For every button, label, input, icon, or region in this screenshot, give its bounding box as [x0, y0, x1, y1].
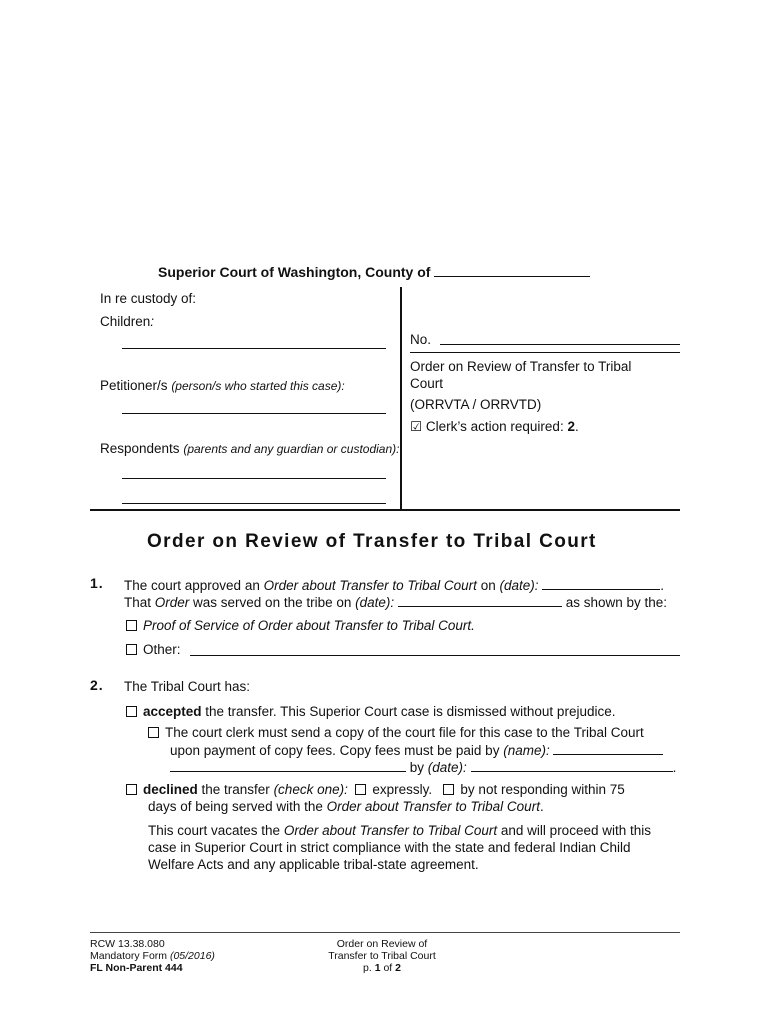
caption-divider-vertical	[400, 287, 402, 509]
not-responding-checkbox[interactable]	[443, 784, 454, 795]
clerk-checkbox-icon: ☑	[410, 419, 423, 434]
section-1-line2: That Order was served on the tribe on (date): as shown by the:	[124, 595, 667, 610]
declined-line2: days of being served with the Order about Transfer to Tribal Court.	[148, 799, 544, 814]
respondents-name-line-2[interactable]	[122, 503, 386, 504]
copy-fee-payer-blank[interactable]	[553, 741, 663, 755]
county-blank[interactable]	[434, 263, 590, 277]
footer-title-line2: Transfer to Tribal Court	[328, 950, 436, 962]
respondents-name-line-1[interactable]	[122, 478, 386, 479]
court-title	[158, 263, 590, 281]
accepted-option: accepted the transfer. This Superior Court case is dismissed without prejudice.	[126, 703, 615, 720]
footer-rule	[90, 932, 680, 933]
vacate-line2: case in Superior Court in strict compliance with the state and federal Indian Child	[148, 840, 631, 855]
copy-fee-date-blank[interactable]	[471, 758, 673, 772]
footer-rcw: RCW 13.38.080	[90, 938, 165, 950]
children-name-line[interactable]	[122, 348, 386, 349]
footer-title-line1: Order on Review of	[336, 938, 428, 950]
section-1-option-other: Other:	[126, 641, 181, 658]
proof-of-service-checkbox[interactable]	[126, 620, 137, 631]
clerk-send-line1: The court clerk must send a copy of the court file for this case to the Tribal Court	[148, 724, 644, 741]
section-1-option-proof: Proof of Service of Order about Transfer to Tribal Court.	[126, 617, 475, 634]
vacate-line3: Welfare Acts and any applicable tribal-state agreement.	[148, 857, 479, 872]
footer-page-number: p. 1 of 2	[363, 962, 401, 974]
case-number-label: No.	[410, 332, 432, 347]
served-date-blank[interactable]	[398, 593, 562, 607]
footer-form-number: FL Non-Parent 444	[90, 962, 183, 974]
footer-mandatory-form: Mandatory Form (05/2016)	[90, 950, 215, 962]
section-2-number: 2.	[90, 677, 104, 693]
section-2-intro: The Tribal Court has:	[124, 679, 251, 694]
section-1-number: 1.	[90, 575, 104, 591]
accepted-checkbox[interactable]	[126, 706, 137, 717]
court-title-text: Superior Court of Washington, County of	[158, 264, 431, 280]
in-re-label: In re custody of:	[100, 291, 197, 306]
footer-center	[282, 938, 482, 974]
main-title: Order on Review of Transfer to Tribal Court	[147, 531, 597, 552]
respondents-label: Respondents (parents and any guardian or custodian):	[100, 441, 400, 456]
footer-left	[90, 938, 215, 974]
petitioners-label: Petitioner/s (person/s who started this case):	[100, 378, 345, 393]
section-1-line1: The court approved an Order about Transfer to Tribal Court on (date): .	[124, 578, 665, 593]
children-label: Children:	[100, 314, 155, 329]
caption-divider-horizontal	[90, 509, 680, 511]
doc-code: (ORRVTA / ORRVTD)	[410, 397, 542, 412]
clerk-send-checkbox[interactable]	[148, 727, 159, 738]
vacate-line1: This court vacates the Order about Transfer to Tribal Court and will proceed with this	[148, 823, 651, 838]
other-checkbox[interactable]	[126, 644, 137, 655]
petitioners-name-line[interactable]	[122, 413, 386, 414]
declined-checkbox[interactable]	[126, 784, 137, 795]
copy-fee-payer-blank-2[interactable]	[170, 758, 406, 772]
doc-title-line1: Order on Review of Transfer to Tribal	[410, 359, 632, 374]
approved-date-blank[interactable]	[542, 576, 660, 590]
clerk-action: ☑ Clerk’s action required: 2.	[410, 419, 579, 434]
clerk-send-line2: upon payment of copy fees. Copy fees must be paid by (name):	[170, 741, 663, 759]
doc-title-line2: Court	[410, 376, 444, 391]
declined-option: declined the transfer (check one): expressly. by not responding within 75	[126, 781, 625, 798]
case-number-line[interactable]	[440, 344, 680, 345]
case-number-underline	[410, 352, 680, 353]
other-line[interactable]	[190, 655, 680, 656]
expressly-checkbox[interactable]	[355, 784, 366, 795]
clerk-send-line3: by (date): .	[170, 758, 676, 776]
